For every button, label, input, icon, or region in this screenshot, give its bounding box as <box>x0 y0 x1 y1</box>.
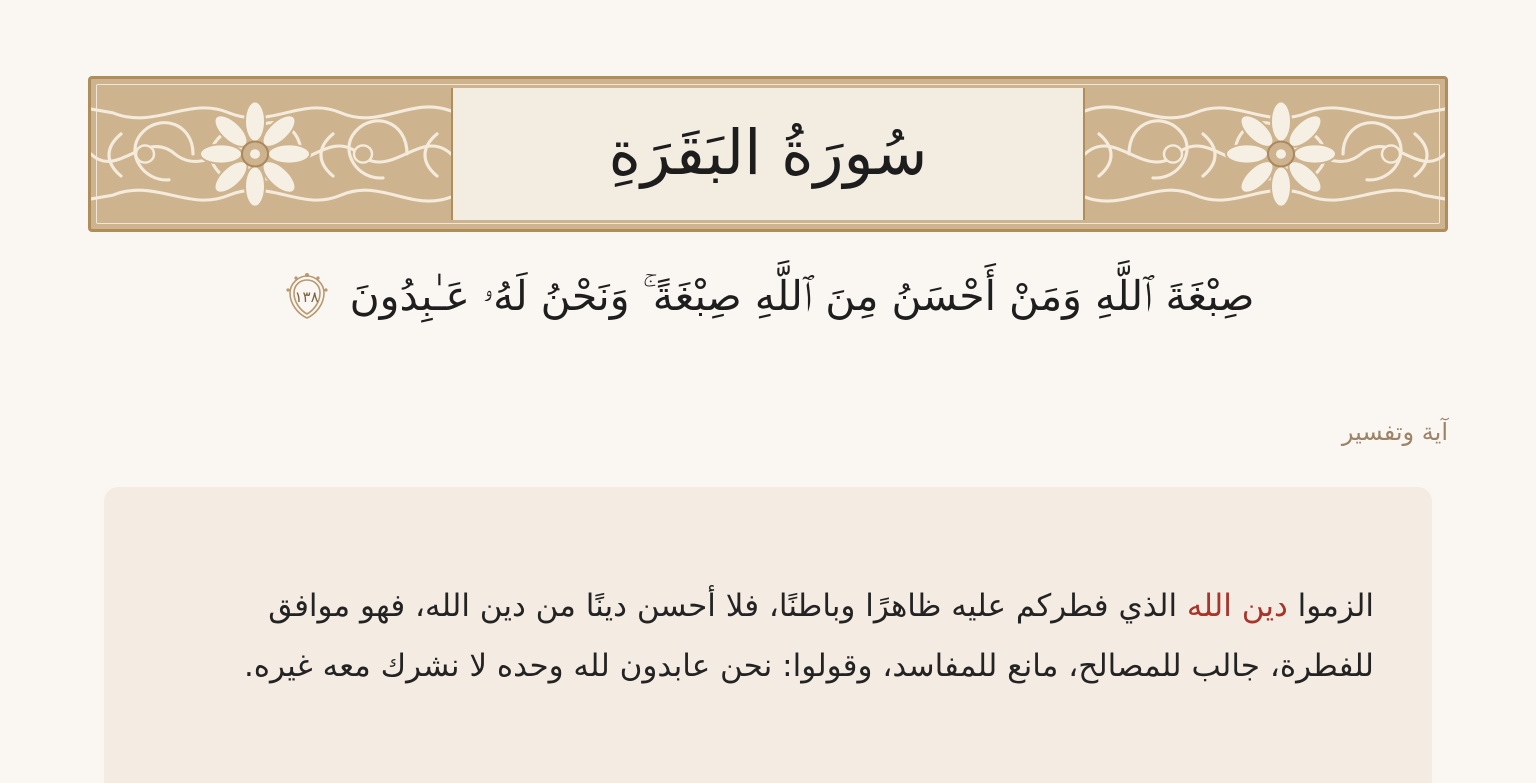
surah-banner <box>88 76 1448 232</box>
ayah-number: ١٣٨ <box>294 287 319 306</box>
ayah-text: صِبْغَةَ ٱللَّهِ وَمَنْ أَحْسَنُ مِنَ ٱللَّهِ صِبْغَةً ۚ وَنَحْنُ لَهُۥ عَـٰبِدُونَ <box>349 272 1255 320</box>
ayah-end-rosette-icon <box>282 272 332 322</box>
surah-title-plate <box>451 88 1085 220</box>
tafsir-paragraph <box>162 576 1374 697</box>
tafsir-highlight-term: دين الله <box>1186 588 1288 624</box>
surah-title: سُورَةُ البَقَرَةِ <box>608 115 928 189</box>
tafsir-body-text: الذي فطركم عليه ظاهرًا وباطنًا، فلا أحسن دينًا من دين الله، فهو موافق للفطرة، جالب للمصالح، مانع للمفاسد، وقولوا: نحن عابدون لله وحده لا نشرك معه غيره. <box>243 588 1374 685</box>
tafsir-card <box>104 487 1432 783</box>
arabesque-floral-ornament-icon <box>91 88 451 220</box>
ayah-line <box>0 262 1536 332</box>
tafsir-lead-text: الزموا <box>1287 588 1374 624</box>
section-label: آية وتفسير <box>1341 418 1448 446</box>
surah-banner-frame <box>88 76 1448 232</box>
arabesque-floral-ornament-icon <box>1085 88 1445 220</box>
